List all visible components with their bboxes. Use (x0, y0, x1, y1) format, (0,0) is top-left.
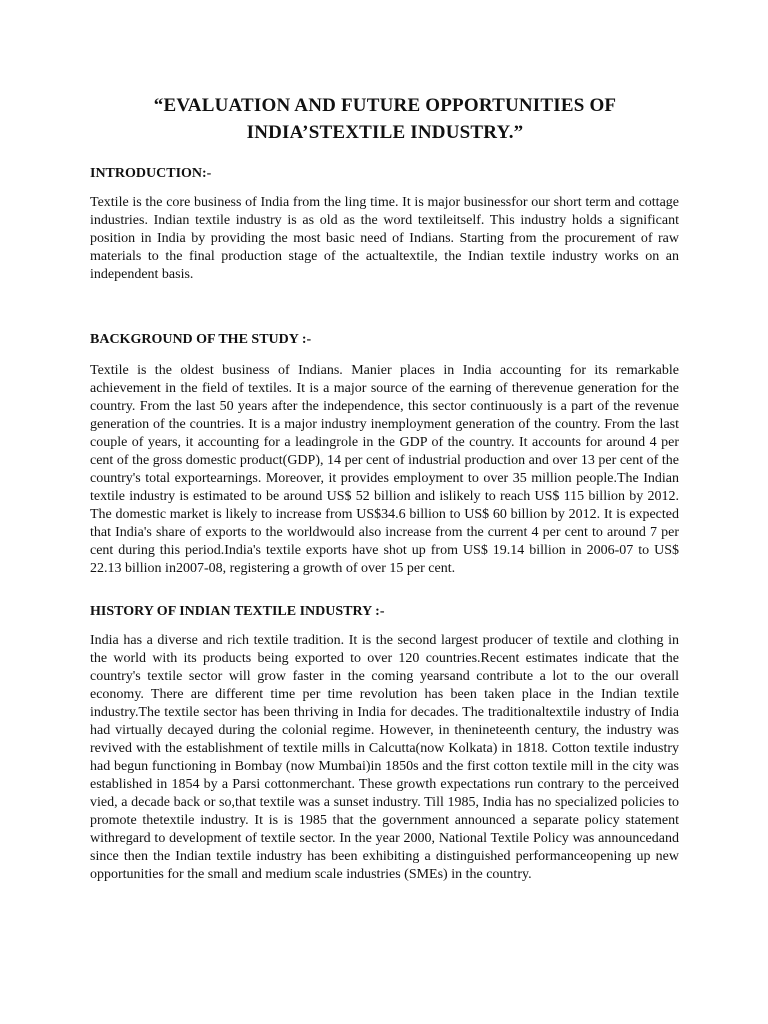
section-heading-history: HISTORY OF INDIAN TEXTILE INDUSTRY :- (90, 604, 385, 619)
document-title-line-2: INDIA’STEXTILE INDUSTRY.” (246, 122, 524, 143)
section-body-history: India has a diverse and rich textile tradition. It is the second largest producer of textile and clothing in the world with its products being exported to over 120 countries.Recent estimates indicate that the country's textile sector will grow faster in the coming yearsand contribute a lot to the our overall economy. There are different time per time revolution has been taken place in the Indian textile industry.The textile sector has been thriving in India for decades. The traditionaltextile industry of India had virtually decayed during the colonial regime. However, in thenineteenth century, the industry was revived with the establishment of textile mills in Calcutta(now Kolkata) in 1818. Cotton textile industry had begun functioning in Bombay (now Mumbai)in 1850s and the first cotton textile mill in the city was established in 1854 by a Parsi cottonmerchant. These growth expectations run contrary to the perceived vied, a decade back or so,that textile was a sunset industry. Till 1985, India has no specialized policies to promote thetextile industry. It is is 1985 that the government announced a separate policy statement withregard to development of textile sector. In the year 2000, National Textile Policy was announcedand since then the Indian textile industry has been exhibiting a distinguished performanceopening up new opportunities for the small and medium scale industries (SMEs) in the country. (90, 633, 679, 882)
document-title-line-1: “EVALUATION AND FUTURE OPPORTUNITIES OF (153, 95, 617, 116)
section-body-background: Textile is the oldest business of Indians. Manier places in India accounting for its remarkable achievement in the field of textiles. It is a major source of the earning of therevenue generation for the country. From the last 50 years after the independence, this sector continuously is a part of the revenue generation of the countries. It is a major industry inemployment generation of the country. From the last couple of years, it accounting for a leadingrole in the GDP of the country. It accounts for around 4 per cent of the gross domestic product(GDP), 14 per cent of industrial production and over 13 per cent of the country's total exportearnings. Moreover, it provides employment to over 35 million people.The Indian textile industry is estimated to be around US$ 52 billion and islikely to reach US$ 115 billion by 2012. The domestic market is likely to increase from US$34.6 billion to US$ 60 billion by 2012. It is expected that India's share of exports to the worldwould also increase from the current 4 per cent to around 7 per cent during this period.India's textile exports have shot up from US$ 19.14 billion in 2006-07 to US$ 22.13 billion in2007-08, registering a growth of over 15 per cent. (90, 363, 679, 576)
section-heading-introduction: INTRODUCTION:- (90, 166, 212, 181)
section-body-introduction: Textile is the core business of India from the ling time. It is major businessfor our short term and cottage industries. Indian textile industry is as old as the word textileitself. This industry holds a significant position in India by providing the most basic need of Indians. Starting from the procurement of raw materials to the final production stage of the actualtextile, the Indian textile industry works on an independent basis. (90, 195, 679, 282)
section-heading-background: BACKGROUND OF THE STUDY :- (90, 332, 312, 347)
